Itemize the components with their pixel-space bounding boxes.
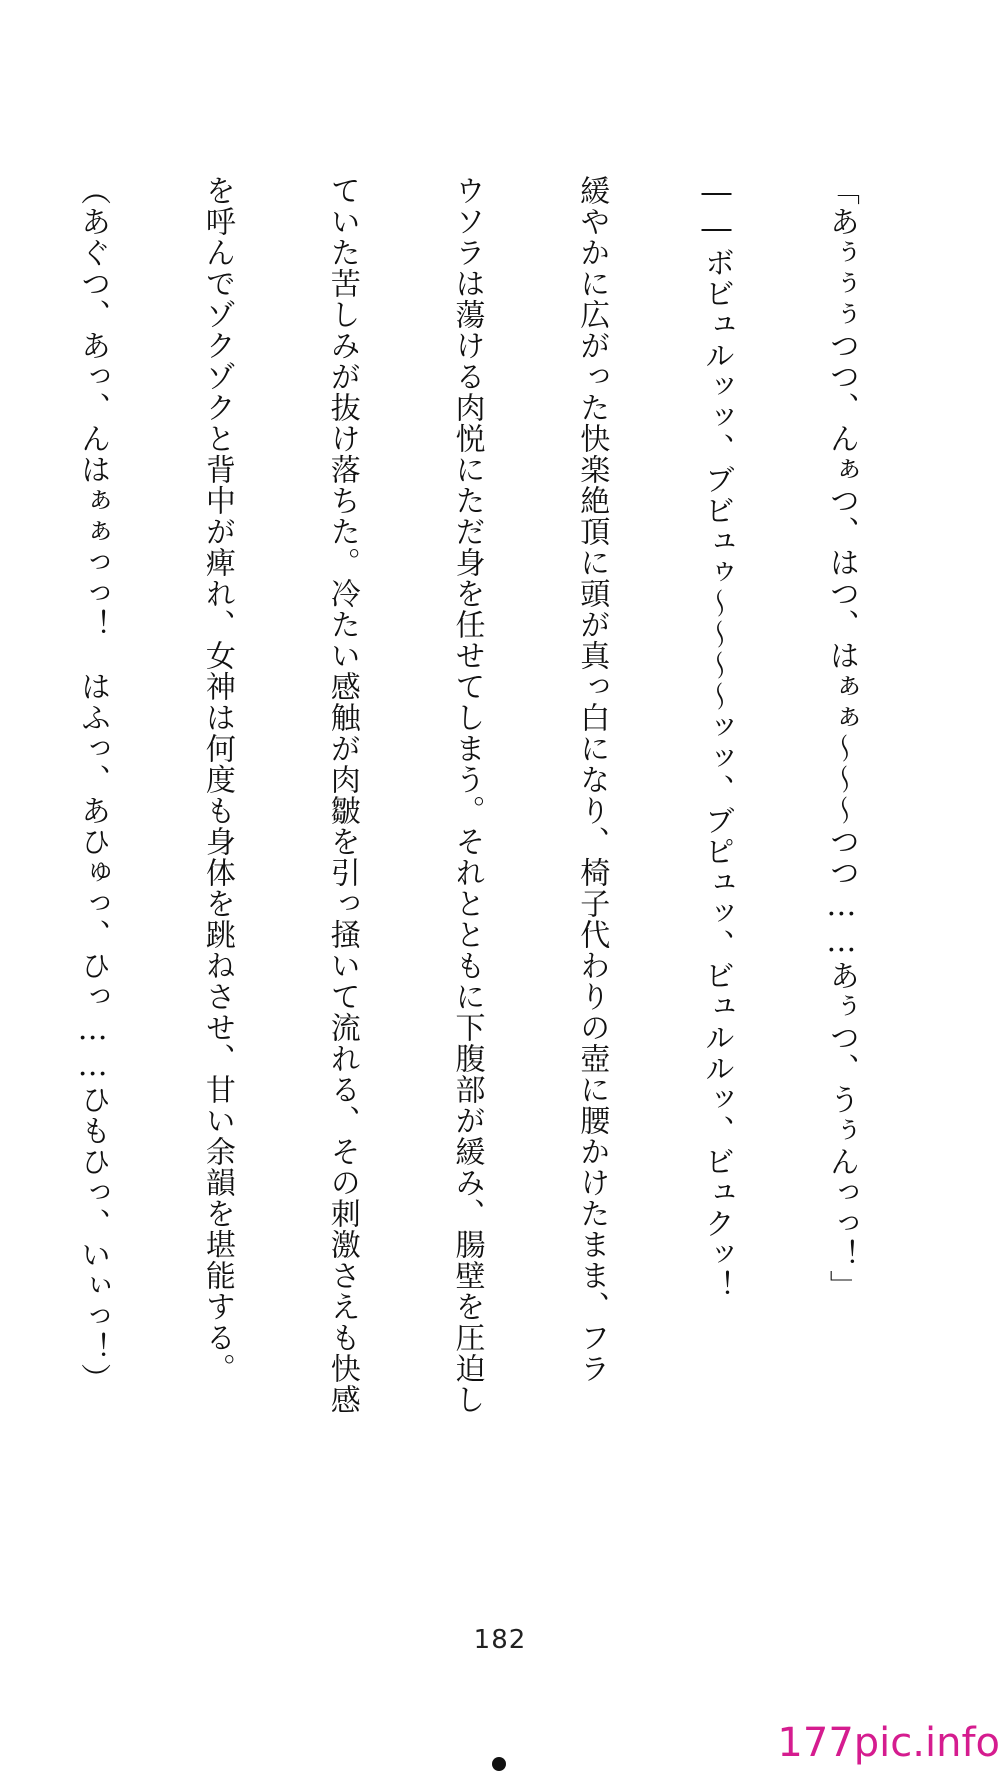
text-line-6: を呼んでゾクゾクと背中が痺れ、女神は何度も身体を跳ねさせ、甘い余韻を堪能する。 xyxy=(199,175,235,1384)
text-line-2: ――ボビュルッッ、ブビュゥ～～～～ッッ、ブピュッ、ビュルルッ、ビュクッ！ xyxy=(699,175,735,1301)
watermark-text: 177pic.info xyxy=(777,1720,1000,1766)
vertical-text-block xyxy=(45,175,945,1465)
text-line-5: ていた苦しみが抜け落ちた。冷たい感触が肉皺を引っ掻いて流れる、その刺激さえも快感 xyxy=(324,175,360,1415)
page-number: 182 xyxy=(473,1625,527,1655)
text-line-1: 「あぅぅぅつつ、んぁつ、はつ、はぁぁ～～～つつ……あぅつ、うぅんっっ！」 xyxy=(823,175,859,1301)
text-line-4: ウソラは蕩ける肉悦にただ身を任せてしまう。それとともに下腹部が緩み、腸壁を圧迫し xyxy=(449,175,485,1415)
page-marker-dot xyxy=(492,1757,506,1771)
text-line-7: （あぐつ、あっ、んはぁぁっっ！ はふっ、あひゅっ、ひっ……ひもひっ、いぃっ！） xyxy=(75,175,111,1394)
text-line-3: 緩やかに広がった快楽絶頂に頭が真っ白になり、椅子代わりの壺に腰かけたまま、フラ xyxy=(574,175,610,1384)
